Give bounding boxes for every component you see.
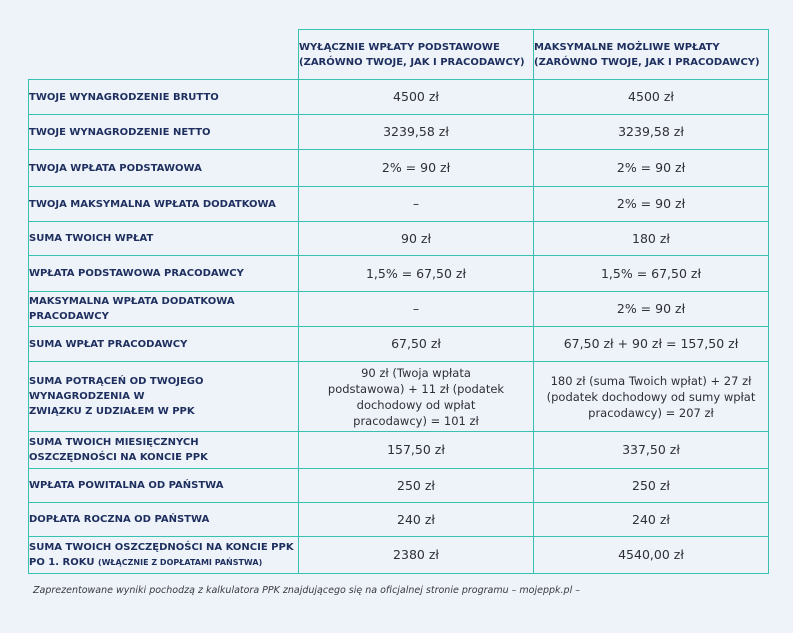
cell-value-line: 4500 zł xyxy=(393,89,439,104)
row-label-note: (WŁĄCZNIE Z DOPŁATAMI PAŃSTWA) xyxy=(97,558,263,567)
row-label xyxy=(29,222,299,256)
row-label-line: PO 1. ROKU xyxy=(29,557,95,568)
cell-max-contributions xyxy=(534,115,769,150)
cell-value-line: 240 zł xyxy=(397,511,435,527)
cell-basic-contributions xyxy=(299,469,534,503)
cell-max-contributions xyxy=(534,469,769,503)
cell-value-line: dochodowy od wpłat xyxy=(356,397,476,412)
cell-value-line: 180 zł (suma Twoich wpłat) + 27 zł xyxy=(550,373,752,388)
cell-basic-contributions xyxy=(299,187,534,222)
table-header-row xyxy=(29,30,769,80)
row-label-line: DOPŁATA ROCZNA OD PAŃSTWA xyxy=(29,514,210,525)
cell-value-line: 2% = 90 zł xyxy=(616,196,686,211)
row-label-line: SUMA WPŁAT PRACODAWCY xyxy=(29,338,188,350)
cell-value-line: 2% = 90 zł xyxy=(616,301,686,316)
column-header-basic-subtitle: (ZARÓWNO TWOJE, JAK I PRACODAWCY) xyxy=(299,56,525,68)
table-body xyxy=(29,80,769,574)
row-label xyxy=(29,80,299,115)
row-label-line: TWOJA WPŁATA PODSTAWOWA xyxy=(29,162,202,174)
row-label-line: OSZCZĘDNOŚCI NA KONCIE PPK xyxy=(29,452,208,463)
cell-basic-contributions xyxy=(299,362,534,432)
cell-value-line: 2% = 90 zł xyxy=(616,160,686,175)
cell-value-line: – xyxy=(412,196,420,211)
cell-basic-contributions xyxy=(299,537,534,574)
cell-max-contributions xyxy=(534,537,769,574)
cell-max-contributions xyxy=(534,292,769,327)
cell-value-line: 250 zł xyxy=(397,477,435,493)
table-row xyxy=(29,469,769,503)
cell-value-line: 337,50 zł xyxy=(622,442,680,457)
cell-value-line: 157,50 zł xyxy=(387,442,445,457)
header-corner-cell xyxy=(29,30,299,80)
column-header-basic-title: WYŁĄCZNIE WPŁATY PODSTAWOWE xyxy=(299,41,500,53)
row-label-line: WPŁATA PODSTAWOWA PRACODAWCY xyxy=(29,268,244,279)
table-row xyxy=(29,115,769,150)
table-row xyxy=(29,327,769,362)
cell-value-line: 90 zł xyxy=(401,230,431,246)
row-label xyxy=(29,292,299,327)
cell-value-line: (podatek dochodowy od sumy wpłat xyxy=(546,389,756,404)
column-header-max-subtitle: (ZARÓWNO TWOJE, JAK I PRACODAWCY) xyxy=(534,56,760,68)
cell-value-line: 240 zł xyxy=(632,511,670,527)
row-label xyxy=(29,256,299,292)
table-row xyxy=(29,187,769,222)
cell-max-contributions xyxy=(534,327,769,362)
row-label xyxy=(29,327,299,362)
cell-max-contributions xyxy=(534,503,769,537)
row-label xyxy=(29,362,299,432)
cell-basic-contributions xyxy=(299,256,534,292)
cell-value-line: – xyxy=(412,301,420,316)
row-label xyxy=(29,469,299,503)
cell-value-line: 4540,00 zł xyxy=(618,547,684,562)
source-footnote: Zaprezentowane wyniki pochodzą z kalkulatora PPK znajdującego się na oficjalnej stronie programu – mojeppk.pl – xyxy=(33,585,580,596)
column-header-basic-contributions xyxy=(299,30,534,80)
row-label-line: SUMA TWOICH WPŁAT xyxy=(29,233,154,244)
table-row xyxy=(29,256,769,292)
row-label-line: WYNAGRODZENIA W xyxy=(29,391,145,402)
table-row xyxy=(29,537,769,574)
row-label-line: TWOJA MAKSYMALNA WPŁATA DODATKOWA xyxy=(29,198,276,210)
cell-basic-contributions xyxy=(299,222,534,256)
cell-max-contributions xyxy=(534,150,769,187)
cell-max-contributions xyxy=(534,362,769,432)
table-row xyxy=(29,503,769,537)
cell-max-contributions xyxy=(534,187,769,222)
column-header-max-title: MAKSYMALNE MOŻLIWE WPŁATY xyxy=(534,41,720,53)
row-label-line: SUMA TWOICH OSZCZĘDNOŚCI NA KONCIE PPK xyxy=(29,542,294,553)
cell-value-line: 2% = 90 zł xyxy=(381,160,451,175)
cell-basic-contributions xyxy=(299,115,534,150)
row-label-line: SUMA POTRĄCEŃ OD TWOJEGO xyxy=(29,376,204,387)
table-row xyxy=(29,362,769,432)
table-row xyxy=(29,292,769,327)
row-label-line: WPŁATA POWITALNA OD PAŃSTWA xyxy=(29,480,224,491)
cell-value-line: 180 zł xyxy=(632,230,670,246)
row-label-line: TWOJE WYNAGRODZENIE NETTO xyxy=(29,126,211,138)
row-label-line: SUMA TWOICH MIESIĘCZNYCH xyxy=(29,437,199,448)
cell-value-line: 3239,58 zł xyxy=(383,124,449,139)
row-label xyxy=(29,503,299,537)
row-label-line: TWOJE WYNAGRODZENIE BRUTTO xyxy=(29,91,219,103)
row-label-line: ZWIĄZKU Z UDZIAŁEM W PPK xyxy=(29,406,195,417)
cell-max-contributions xyxy=(534,80,769,115)
ppk-comparison-table xyxy=(28,29,769,574)
table-row xyxy=(29,432,769,469)
cell-basic-contributions xyxy=(299,292,534,327)
cell-basic-contributions xyxy=(299,80,534,115)
cell-basic-contributions xyxy=(299,432,534,469)
row-label xyxy=(29,115,299,150)
cell-value-line: pracodawcy) = 207 zł xyxy=(588,405,714,420)
cell-max-contributions xyxy=(534,222,769,256)
cell-value-line: 4500 zł xyxy=(628,89,674,104)
cell-value-line: 67,50 zł xyxy=(391,336,441,351)
cell-value-line: 1,5% = 67,50 zł xyxy=(600,265,702,281)
cell-basic-contributions xyxy=(299,327,534,362)
row-label-line: PRACODAWCY xyxy=(29,311,109,322)
cell-value-line: podstawowa) + 11 zł (podatek xyxy=(327,381,505,396)
row-label xyxy=(29,187,299,222)
cell-basic-contributions xyxy=(299,503,534,537)
table-row xyxy=(29,80,769,115)
row-label xyxy=(29,150,299,187)
cell-max-contributions xyxy=(534,256,769,292)
cell-value-line: 67,50 zł + 90 zł = 157,50 zł xyxy=(563,336,739,351)
cell-value-line: 3239,58 zł xyxy=(618,124,684,139)
cell-basic-contributions xyxy=(299,150,534,187)
table-row xyxy=(29,222,769,256)
row-label-line: MAKSYMALNA WPŁATA DODATKOWA xyxy=(29,296,235,307)
table-row xyxy=(29,150,769,187)
cell-value-line: 2380 zł xyxy=(393,547,439,562)
row-label xyxy=(29,432,299,469)
cell-value-line: 90 zł (Twoja wpłata xyxy=(361,365,471,380)
cell-max-contributions xyxy=(534,432,769,469)
cell-value-line: 250 zł xyxy=(632,477,670,493)
cell-value-line: pracodawcy) = 101 zł xyxy=(353,413,479,428)
row-label xyxy=(29,537,299,574)
column-header-max-contributions xyxy=(534,30,769,80)
cell-value-line: 1,5% = 67,50 zł xyxy=(365,265,467,281)
